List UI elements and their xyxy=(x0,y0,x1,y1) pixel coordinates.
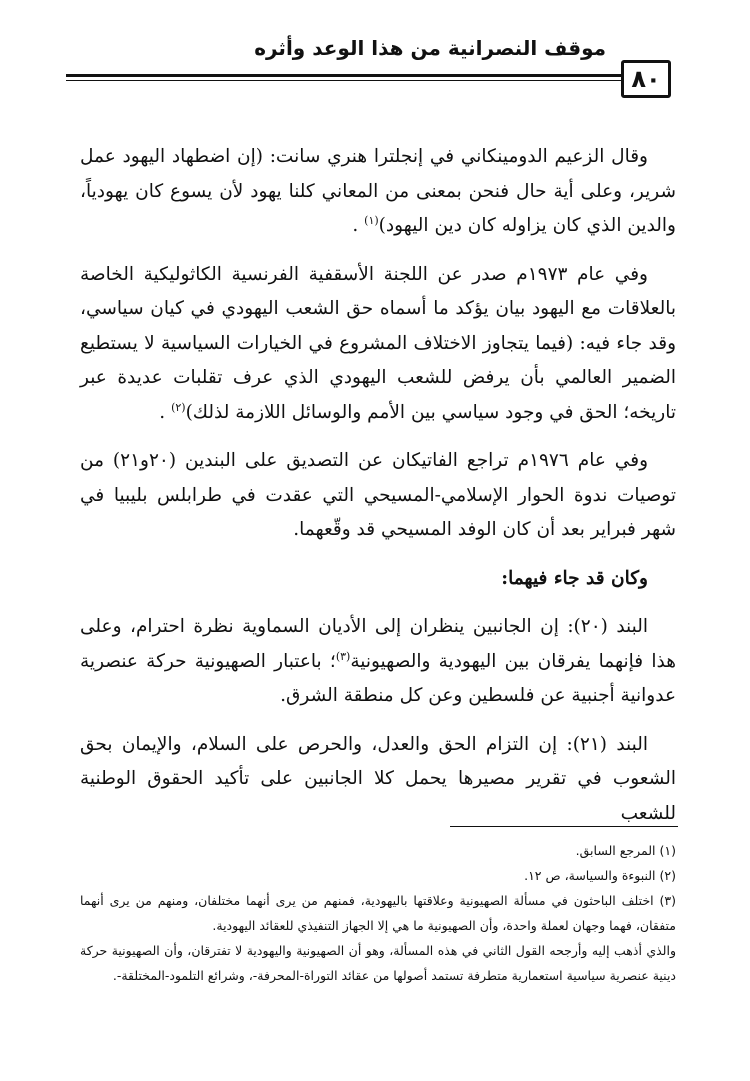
footnote-ref-1: (١) xyxy=(364,213,379,227)
paragraph-1-end: . xyxy=(352,215,359,236)
running-header-title: موقف النصرانية من هذا الوعد وأثره xyxy=(254,36,606,60)
footnote-ref-3: (٣) xyxy=(335,649,351,663)
paragraph-5 xyxy=(80,610,676,714)
paragraph-4-subheading: وكان قد جاء فيهما: xyxy=(501,567,648,589)
paragraph-5-text-b: ؛ باعتبار الصهيونية حركة عنصرية عدوانية أجنبية عن فلسطين وعن كل منطقة الشرق. xyxy=(80,650,676,706)
paragraph-5-text-a: البند (٢٠): إن الجانبين ينظران إلى الأديان السماوية نظرة احترام، وعلى هذا فإنهما يفرقان بين اليهودية والصهيونية xyxy=(80,616,676,672)
header-rule xyxy=(66,74,622,77)
paragraph-1-text: وقال الزعيم الدومينكاني في إنجلترا هنري سانت: (إن اضطهاد اليهود عمل شرير، وعلى أية حال فنحن بمعنى من المعاني كلنا يهود لأن يسوع كان يهودياً، والدين الذي كان يزاوله كان دين اليهود) xyxy=(80,146,676,236)
paragraph-2-text: وفي عام ١٩٧٣م صدر عن اللجنة الأسقفية الفرنسية الكاثوليكية الخاصة بالعلاقات مع اليهود بيان يؤكد ما أسماه حق الشعب اليهودي في كيان سياسي، وقد جاء فيه: (فيما يتجاوز الاختلاف المشروع في الخيارات السياسية لا يستطيع الضمير العالمي بأن يرفض للشعب اليهودي الذي عرف تقلبات عديدة عبر تاريخه؛ الحق في وجود سياسي بين الأمم والوسائل اللازمة لذلك) xyxy=(80,263,676,423)
footnotes xyxy=(80,838,676,988)
header-rule-thin xyxy=(66,80,622,81)
footnote-3: (٣) اختلف الباحثون في مسألة الصهيونية وعلاقتها باليهودية، فمنهم من يرى أنهما مختلفان، ومنهم من يرى أنهما متفقان، فهما وجهان لعملة واحدة، وأن الصهيونية ما هي إلا الجهاز التنفيذي للعقائد اليهودية. xyxy=(80,893,676,933)
paragraph-6: البند (٢١): إن التزام الحق والعدل، والحرص على السلام، والإيمان بحق الشعوب في تقرير مصيرها يحمل كلا الجانبين على تأكيد الحقوق الوطنية للشعب xyxy=(80,733,676,824)
paragraph-2-end: . xyxy=(159,401,166,423)
footnote-1: (١) المرجع السابق. xyxy=(575,843,676,858)
paragraph-3: وفي عام ١٩٧٦م تراجع الفاتيكان عن التصديق على البندين (٢٠و٢١) من توصيات ندوة الحوار الإسلامي-المسيحي التي عقدت في طرابلس بليبيا في شهر فبراير بعد أن كان الوفد المسيحي قد وقّعهما. xyxy=(80,450,676,540)
footnote-ref-2: (٢) xyxy=(171,400,186,414)
body-text xyxy=(80,140,676,845)
footnote-2: (٢) النبوءة والسياسة، ص ١٢. xyxy=(524,868,676,883)
footnote-3-continued: والذي أذهب إليه وأرجحه القول الثاني في هذه المسألة، وهو أن الصهيونية واليهودية لا تفترقان، وأن الصهيونية حركة دينية عنصرية سياسية استعمارية متطرفة تستمد أصولها من عقائد التوراة-المحرفة-، وشرائع التلمود-المختلقة-. xyxy=(80,943,676,983)
paragraph-2 xyxy=(80,258,676,431)
footnote-separator xyxy=(450,826,678,827)
page-number: ٨٠ xyxy=(621,60,671,98)
paragraph-1 xyxy=(80,140,676,244)
